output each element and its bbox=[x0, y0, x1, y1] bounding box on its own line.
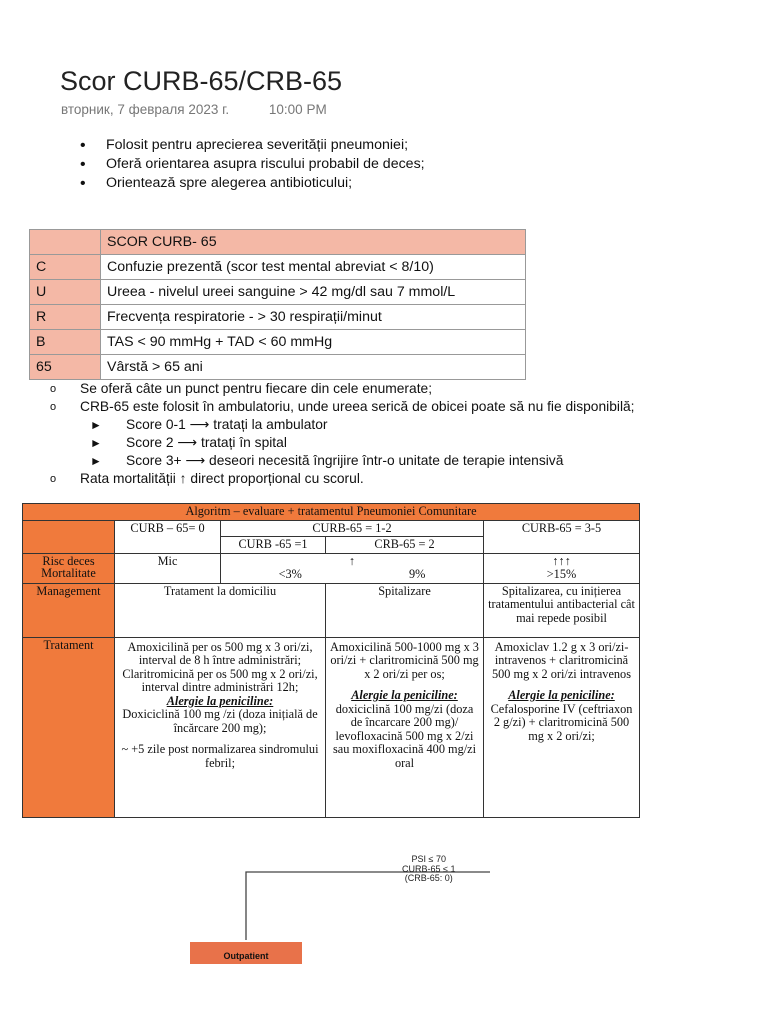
curb-table-header: SCOR CURB- 65 bbox=[101, 230, 526, 255]
page-title: Scor CURB-65/CRB-65 bbox=[60, 66, 343, 96]
management-hospital: Spitalizare bbox=[326, 583, 484, 637]
subcol-crb-2: CRB-65 = 2 bbox=[326, 537, 484, 554]
bullet-item: • Oferă orientarea asupra riscului probabil de deces; bbox=[80, 155, 425, 174]
treatment-home: Amoxicilină per os 500 mg x 3 ori/zi, interval de 8 h între administrări; Claritromicină per os 500 mg x 2 ori/zi, interval dintre administrări 12h; Alergie la peniciline: Doxiciclină 100 mg /zi (doza inițială de încărcare 200 mg); ~ +5 zile post normalizarea sindromului febril; bbox=[115, 637, 326, 817]
criterion-text: Confuzie prezentă (scor test mental abreviat < 8/10) bbox=[101, 255, 526, 280]
criterion-key: R bbox=[30, 305, 101, 330]
circle-bullet-icon: o bbox=[50, 473, 57, 485]
management-label: Management bbox=[23, 583, 115, 637]
criterion-text: Vârstă > 65 ani bbox=[101, 355, 526, 380]
col-curb-0: CURB – 65= 0 bbox=[115, 520, 221, 553]
score-item: ► Score 0-1 ⟶ tratați la ambulator bbox=[90, 417, 328, 432]
score-item: ► Score 3+ ⟶ deseori necesită îngrijire într-o unitate de terapie intensivă bbox=[90, 453, 564, 468]
col-curb-1-2: CURB-65 = 1-2 bbox=[221, 520, 484, 537]
bullet-item: • Folosit pentru aprecierea severității pneumoniei; bbox=[80, 136, 425, 155]
algorithm-caption: Algoritm – evaluare + tratamentul Pneumoniei Comunitare bbox=[23, 504, 640, 521]
criterion-key: U bbox=[30, 280, 101, 305]
note-item: o CRB-65 este folosit în ambulatoriu, unde ureea serică de obicei poate să nu fie disponibilă; bbox=[50, 399, 635, 414]
risk-1-2: ↑ <3% 9% bbox=[221, 553, 484, 583]
bullet-item: • Orientează spre alegerea antibioticului; bbox=[80, 174, 425, 193]
arrow-bullet-icon: ► bbox=[90, 436, 102, 450]
management-intensive: Spitalizarea, cu inițierea tratamentului antibacterial cât mai repede posibil bbox=[484, 583, 640, 637]
circle-bullet-icon: o bbox=[50, 401, 57, 413]
risk-label: Risc deces Mortalitate bbox=[23, 553, 115, 583]
score-item: ► Score 2 ⟶ tratați în spital bbox=[90, 435, 287, 450]
criterion-text: Ureea - nivelul ureei sanguine > 42 mg/dl sau 7 mmol/L bbox=[101, 280, 526, 305]
page-date: вторник, 7 февраля 2023 г. bbox=[61, 102, 230, 117]
outpatient-box: Outpatient bbox=[190, 942, 302, 964]
circle-bullet-icon: o bbox=[50, 383, 57, 395]
criterion-key: C bbox=[30, 255, 101, 280]
arrow-bullet-icon: ► bbox=[90, 454, 102, 468]
col-curb-3-5: CURB-65 = 3-5 bbox=[484, 520, 640, 553]
criterion-key: B bbox=[30, 330, 101, 355]
arrow-bullet-icon: ► bbox=[90, 418, 102, 432]
page-time: 10:00 PM bbox=[268, 102, 327, 117]
note-item: o Rata mortalității ↑ direct proporțional cu scorul. bbox=[50, 471, 364, 486]
subcol-curb-1: CURB -65 =1 bbox=[221, 537, 326, 554]
management-home: Tratament la domiciliu bbox=[115, 583, 326, 637]
psi-criteria-label: PSI ≤ 70 CURB-65 ≤ 1 (CRB-65: 0) bbox=[402, 854, 456, 883]
treatment-hospital: Amoxicilină 500-1000 mg x 3 ori/zi + claritromicină 500 mg x 2 ori/zi per os; Alergie la peniciline: doxiciclină 100 mg/zi (doza de încarcare 200 mg)/ levofloxacină 500 mg x 2/zi sau moxifloxacină 400 mg/zi oral bbox=[326, 637, 484, 817]
treatment-intensive: Amoxiclav 1.2 g x 3 ori/zi- intravenos + claritromicină 500 mg x 2 ori/zi intravenos Alergie la peniciline: Cefalosporine IV (ceftriaxon 2 g/zi) + claritromicină 500 mg x 2 ori/zi; bbox=[484, 637, 640, 817]
note-item: o Se oferă câte un punct pentru fiecare din cele enumerate; bbox=[50, 381, 433, 396]
criterion-text: TAS < 90 mmHg + TAD < 60 mmHg bbox=[101, 330, 526, 355]
criterion-key: 65 bbox=[30, 355, 101, 380]
treatment-label: Tratament bbox=[23, 637, 115, 817]
risk-low: Mic bbox=[115, 553, 221, 583]
criterion-text: Frecvența respiratorie - > 30 respirații/minut bbox=[101, 305, 526, 330]
risk-3-5: ↑↑↑ >15% bbox=[484, 553, 640, 583]
